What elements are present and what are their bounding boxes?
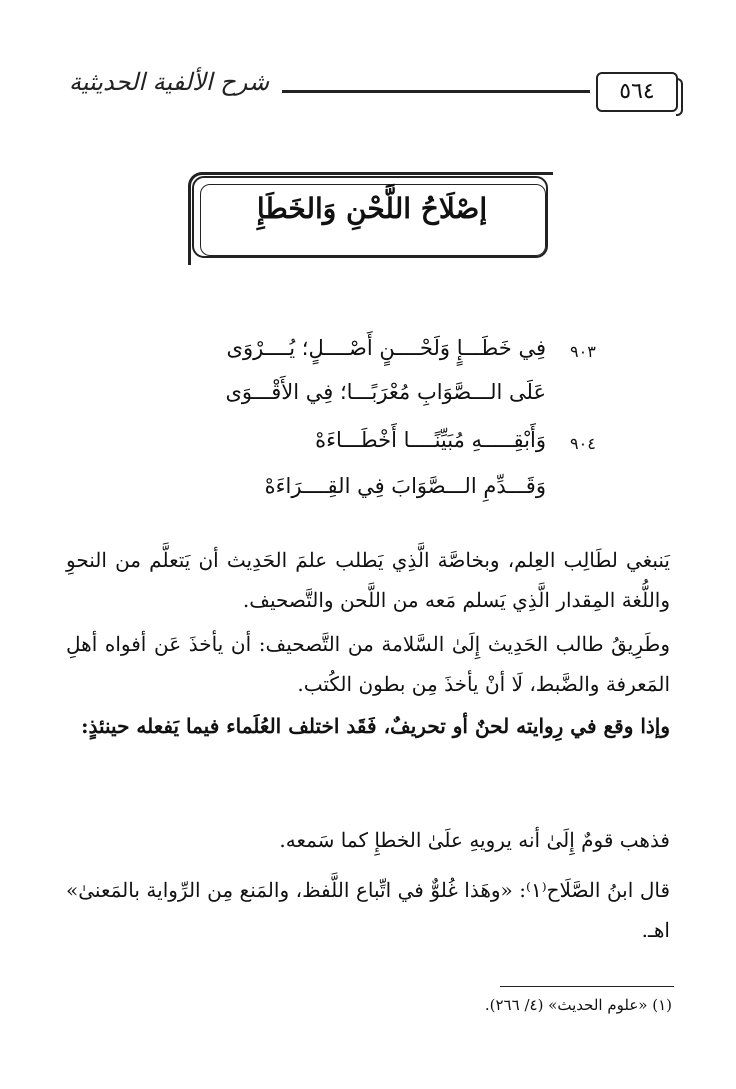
chapter-title: إصْلَاحُ اللَّحْنِ وَالخَطَإِ	[256, 192, 488, 225]
page-header	[60, 66, 680, 114]
verse-line: وَأَبْقِـــــهِ مُبَيِّنًــــا أَخْطَـــاءَهْ	[315, 428, 546, 452]
page-number: ٥٦٤	[619, 79, 655, 104]
paragraph: وطَرِيقُ طالب الحَدِيث إِلَىٰ السَّلامة من التَّصحيف: أن يأخذَ عَن أفواه أهلِ المَعرفة والضَّبط، لَا أنْ يأخذَ مِن بطون الكُتب.	[66, 632, 670, 696]
verse-line: وَقَـــدِّمِ الـــصَّوَابَ فِي القِــــرَاءَهْ	[264, 474, 546, 498]
page-number-box	[596, 72, 678, 112]
verse-number: ٩٠٣	[570, 342, 596, 361]
paragraph: وإذا وقع في رِوايته لحنٌ أو تحريفٌ، فَقَد اختلف العُلَماء فيما يَفعله حينئذٍ:	[81, 714, 670, 738]
book-title: شرح الألفية الحديثية	[68, 68, 270, 96]
header-rule	[282, 90, 590, 93]
verse-line: فِي خَطَـــإٍ وَلَحْــــنٍ أَصْــــلٍ؛ يُــــرْوَى	[226, 336, 546, 360]
paragraph: قال ابنُ الصَّلَاح⁽١⁾: «وهَذا غُلوٌّ في اتِّباع اللَّفظ، والمَنع مِن الرِّواية بالمَعنىٰ» اهـ.	[66, 878, 670, 942]
footnote: (١) «علوم الحديث» (٤/ ٢٦٦).	[484, 996, 672, 1014]
paragraph: فذهب قومٌ إِلَىٰ أنه يرويهِ علَىٰ الخطإِ كما سَمعه.	[279, 828, 670, 852]
verse-line: عَلَى الـــصَّوَابِ مُعْرَبًـــا؛ فِي الأَقْـــوَى	[225, 380, 546, 404]
verse-number: ٩٠٤	[570, 434, 596, 453]
footnote-rule	[500, 986, 674, 987]
paragraph: يَنبغي لطَالِب العِلم، وبخاصَّة الَّذِي يَطلب علمَ الحَدِيث أن يَتعلَّم من النحوِ واللُّغة المِقدار الَّذِي يَسلم مَعه من اللَّحن والتَّصحيف.	[66, 548, 670, 612]
